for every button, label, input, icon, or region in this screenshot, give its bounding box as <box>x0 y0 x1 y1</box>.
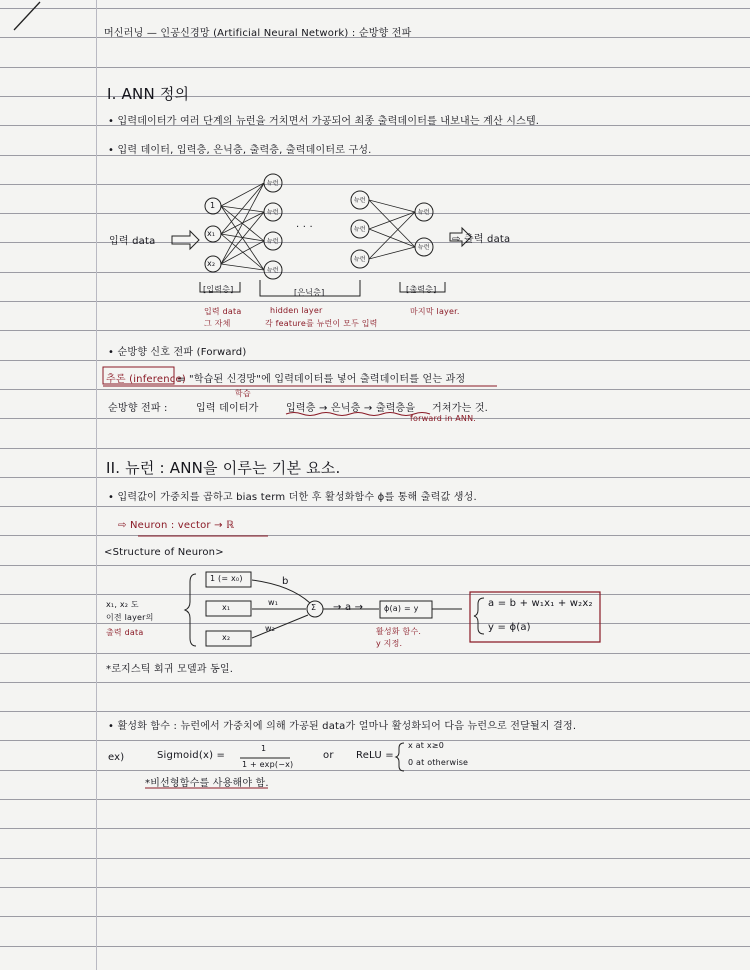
inference-label: 추론 (inference) <box>106 374 186 385</box>
w1-label: w₁ <box>268 598 279 607</box>
x1-box-label: x₁ <box>222 603 231 612</box>
input-layer-label: [입력층] <box>203 285 234 294</box>
x2-node-label: x₂ <box>207 259 216 268</box>
svg-text:뉴런: 뉴런 <box>267 238 279 245</box>
section1-bullet2: • 입력 데이터, 입력층, 은닉층, 출력층, 출력데이터로 구성. <box>108 145 372 156</box>
section1-heading: I. ANN 정의 <box>107 85 190 103</box>
inference-text: = "학습된 신경망"에 입력데이터를 넣어 출력데이터를 얻는 과정 <box>177 374 466 385</box>
diagram-input-label: 입력 data <box>109 236 156 247</box>
input-note-line2: 그 자체 <box>204 319 231 328</box>
bias-box-label: 1 (= x₀) <box>210 574 243 583</box>
equation-1: a = b + w₁x₁ + w₂x₂ <box>488 598 593 609</box>
relu-lhs: ReLU = <box>356 750 394 761</box>
phi-box-label: ϕ(a) = y <box>384 604 419 613</box>
a-label: → a → <box>333 602 364 613</box>
hidden-output-connections <box>369 200 415 259</box>
svg-text:뉴런: 뉴런 <box>418 244 430 251</box>
output-layer-label: [출력층] <box>406 285 437 294</box>
input-hidden-connections <box>221 183 264 270</box>
left-note-line1: x₁, x₂ 도 <box>106 600 139 609</box>
sigma-label: Σ <box>311 603 317 612</box>
relu-brace <box>396 743 404 771</box>
equation-brace <box>474 598 484 634</box>
sigmoid-numerator: 1 <box>261 744 267 753</box>
svg-text:뉴런: 뉴런 <box>354 226 366 233</box>
left-note-line3: 출력 data <box>106 628 144 637</box>
example-label: ex) <box>108 752 125 763</box>
svg-text:뉴런: 뉴런 <box>418 209 430 216</box>
relu-case2: 0 at otherwise <box>408 758 469 767</box>
input-arrow-icon <box>172 231 199 249</box>
svg-text:뉴런: 뉴런 <box>267 267 279 274</box>
inference-note: 학습 <box>235 389 251 398</box>
diagram-dots: · · · <box>296 222 313 233</box>
svg-text:뉴런: 뉴런 <box>267 209 279 216</box>
input-brace <box>185 574 196 646</box>
hidden-note-line2: 각 feature를 뉴런이 모두 입력 <box>265 319 378 328</box>
w2-label: w₂ <box>265 624 276 633</box>
activation-note-line2: y 지정. <box>376 639 403 648</box>
svg-text:뉴런: 뉴런 <box>267 180 279 187</box>
section2-bullet1: • 입력값이 가중치를 곱하고 bias term 더한 후 활성화함수 ϕ를 통해 출력값 생성. <box>108 492 477 503</box>
activation-note-line1: 활성화 함수. <box>376 627 422 636</box>
output-note: 마지막 layer. <box>410 307 460 316</box>
w2-edge <box>252 615 308 638</box>
prop-text: 입력 데이터가 <box>196 403 259 414</box>
relu-case1: x at x≥0 <box>408 741 444 750</box>
prop-note: forward in ANN. <box>410 414 477 423</box>
bias-node-label: 1 <box>210 201 216 210</box>
forward-heading: • 순방향 신호 전파 (Forward) <box>108 347 247 358</box>
prop-label: 순방향 전파 : <box>108 403 168 414</box>
bias-weight-label: b <box>282 576 289 587</box>
or-label: or <box>323 750 334 761</box>
sigmoid-denominator: 1 + exp(−x) <box>242 760 294 769</box>
corner-pen-stroke <box>14 2 40 30</box>
neuron-map: ⇨ Neuron : vector → ℝ <box>118 520 235 531</box>
hidden-note-line1: hidden layer <box>270 306 323 315</box>
sigmoid-lhs: Sigmoid(x) = <box>157 750 226 761</box>
hidden-layer-label: [은닉층] <box>294 288 325 297</box>
section1-bullet1: • 입력데이터가 여러 단계의 뉴런을 거치면서 가공되어 최종 출력데이터를 내보내는 계산 시스템. <box>108 116 540 127</box>
nonlinear-note: *비선형함수를 사용해야 함. <box>145 778 269 789</box>
prop-chain: 입력층 → 은닉층 → 출력층을 <box>286 403 416 414</box>
bias-edge <box>252 580 310 603</box>
page-title: 머신러닝 — 인공신경망 (Artificial Neural Network) : 순방향 전파 <box>104 28 412 39</box>
x1-node-label: x₁ <box>207 229 216 238</box>
section2-heading: II. 뉴런 : ANN을 이루는 기본 요소. <box>106 459 341 477</box>
prop-end: 거쳐가는 것. <box>432 403 489 414</box>
activation-bullet: • 활성화 함수 : 뉴런에서 가중치에 의해 가공된 data가 얼마나 활성화되어 다음 뉴런으로 전달될지 결정. <box>108 721 577 732</box>
x2-box-label: x₂ <box>222 633 231 642</box>
structure-heading: <Structure of Neuron> <box>104 547 224 558</box>
svg-text:뉴런: 뉴런 <box>354 197 366 204</box>
logistic-note: *로지스틱 회귀 모델과 동일. <box>106 664 234 675</box>
left-note-line2: 이전 layer의 <box>106 613 154 622</box>
equation-2: y = ϕ(a) <box>488 622 531 633</box>
input-note-line1: 입력 data <box>204 307 242 316</box>
svg-text:뉴런: 뉴런 <box>354 256 366 263</box>
diagram-output-label: ⇨ 출력 data <box>452 234 511 245</box>
